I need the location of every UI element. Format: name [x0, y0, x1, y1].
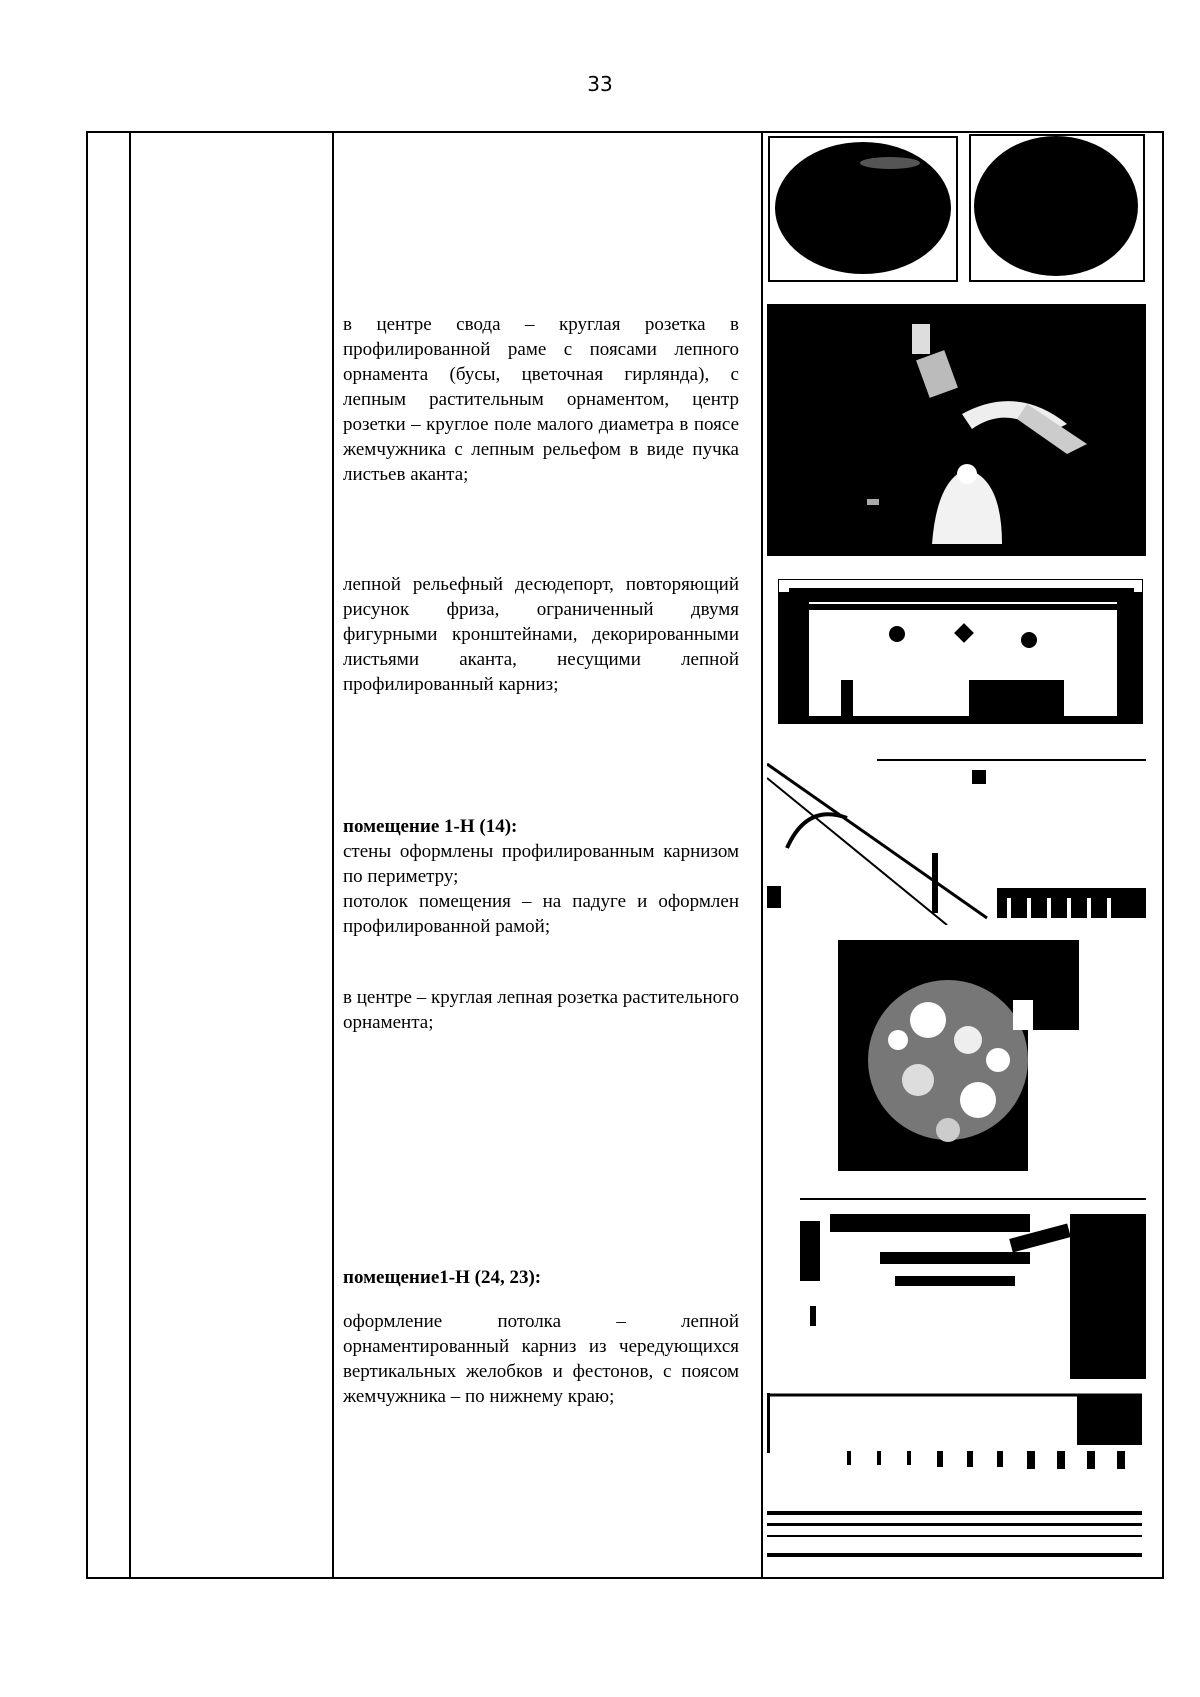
dark-oval-photo-icon	[768, 136, 958, 282]
description-block	[343, 1265, 739, 1290]
ceiling-cornice-photo-icon	[800, 1196, 1146, 1379]
column-divider	[129, 133, 131, 1577]
description-block	[343, 814, 739, 939]
description-paragraph: стены оформлены профилированным карнизом по периметру;	[343, 841, 739, 887]
description-block	[343, 312, 739, 487]
description-paragraph: лепной рельефный десюдепорт, повторяющий рисунок фриза, ограниченный двумя фигурными кронштейнами, декорированными листьями аканта, несущими лепной профилированный карниз;	[343, 574, 739, 695]
description-block	[343, 572, 739, 697]
description-paragraph: потолок помещения – на падуге и оформлен профилированной рамой;	[343, 891, 739, 937]
ceiling-rosette-photo-icon	[767, 304, 1146, 556]
description-paragraph: в центре – круглая лепная розетка растительного орнамента;	[343, 987, 739, 1033]
description-paragraph: оформление потолка – лепной орнаментированный карниз из чередующихся вертикальных желобков и фестонов, с поясом жемчужника – по нижнему краю;	[343, 1311, 739, 1407]
room-heading: помещение1-Н (24, 23):	[343, 1267, 542, 1288]
column-divider	[761, 133, 763, 1577]
rosette-ornament-photo-icon	[838, 940, 1079, 1171]
column-divider	[332, 133, 334, 1577]
cornice-photo-icon	[767, 758, 1146, 925]
page-number: 33	[587, 72, 613, 96]
description-block	[343, 1309, 739, 1409]
fluted-cornice-photo-icon	[767, 1393, 1142, 1569]
overdoor-relief-photo-icon	[778, 579, 1143, 724]
room-heading: помещение 1-Н (14):	[343, 816, 518, 837]
dark-oval-photo-icon	[969, 134, 1145, 282]
description-block	[343, 985, 739, 1035]
description-paragraph: в центре свода – круглая розетка в профилированной раме с поясами лепного орнамента (бусы, цветочная гирлянда), с лепным растительным орнаментом, центр розетки – круглое поле малого диаметра в поясе жемчужника с лепным рельефом в виде пучка листьев аканта;	[343, 314, 739, 485]
